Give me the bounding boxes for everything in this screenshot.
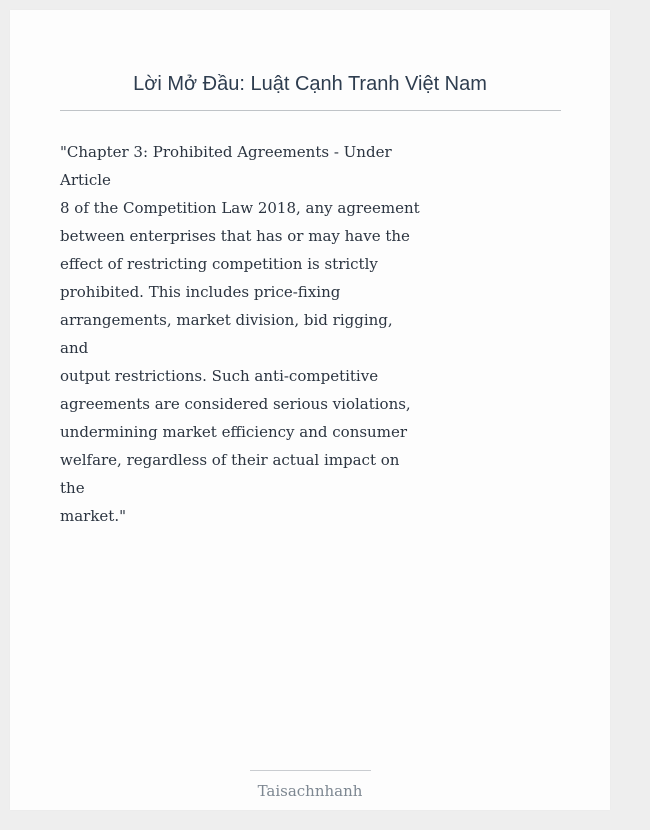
footer-source: Taisachnhanh	[257, 782, 363, 800]
body-line: market."	[60, 507, 126, 525]
body-quote	[60, 138, 420, 530]
footer-divider	[250, 770, 371, 771]
body-line: output restrictions. Such anti-competitive	[60, 367, 379, 385]
body-line: between enterprises that has or may have the	[60, 227, 410, 245]
body-line: arrangements, market division, bid rigging,	[60, 311, 393, 329]
body-line: the	[60, 479, 85, 497]
page-title: Lời Mở Đầu: Luật Cạnh Tranh Việt Nam	[133, 73, 487, 95]
body-line: prohibited. This includes price-fixing	[60, 283, 341, 301]
body-line: effect of restricting competition is strictly	[60, 255, 378, 273]
body-line: "Chapter 3: Prohibited Agreements - Under	[60, 143, 392, 161]
body-line: welfare, regardless of their actual impact on	[60, 451, 400, 469]
body-line: undermining market efficiency and consumer	[60, 423, 407, 441]
body-line: and	[60, 339, 89, 357]
document-page	[10, 10, 610, 810]
body-line: 8 of the Competition Law 2018, any agreement	[60, 199, 420, 217]
body-line: Article	[60, 171, 111, 189]
title-divider	[60, 110, 561, 111]
body-line: agreements are considered serious violations,	[60, 395, 411, 413]
